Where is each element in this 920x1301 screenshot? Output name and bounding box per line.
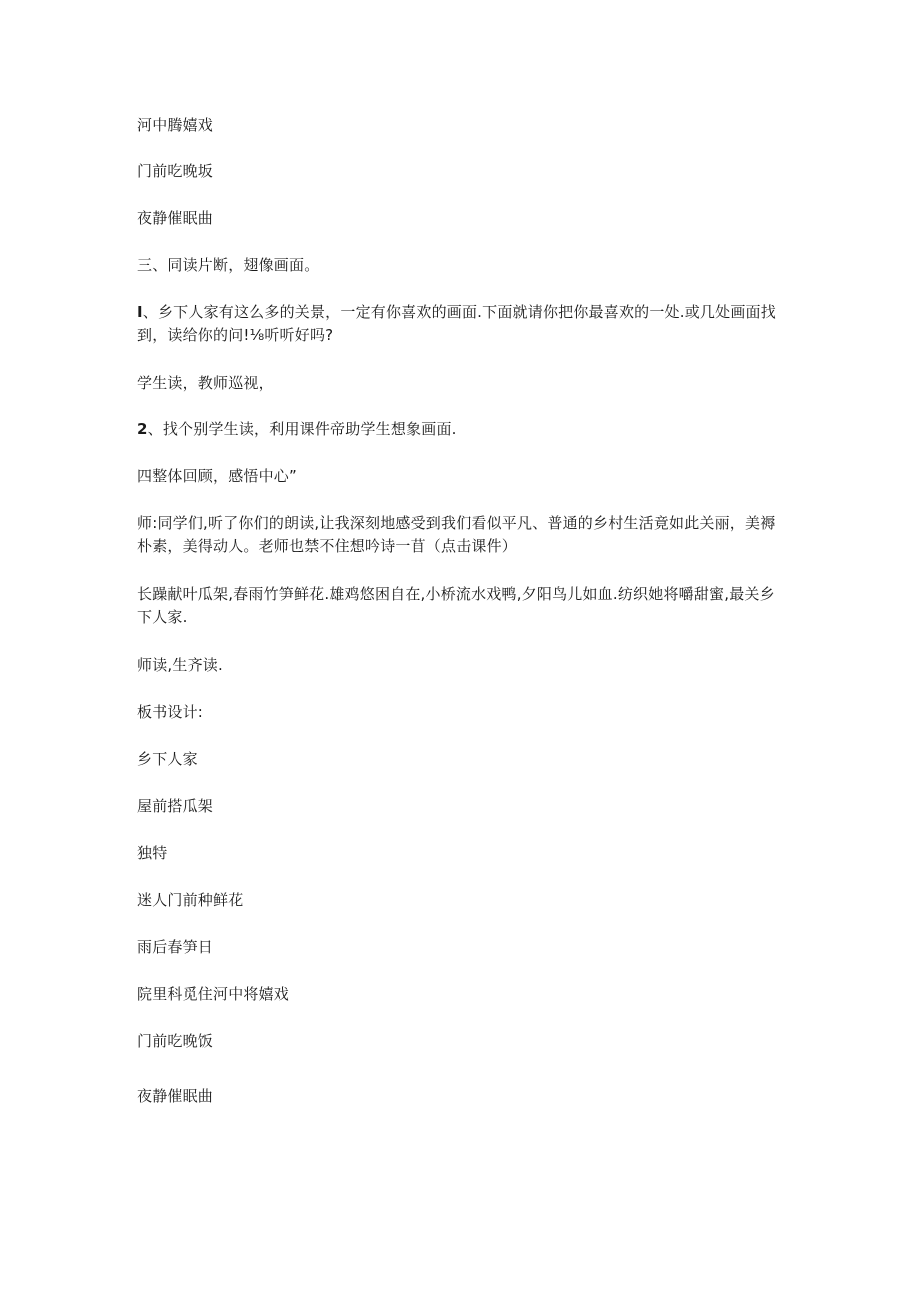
board-title: 板书设计: — [137, 703, 204, 721]
numbered-paragraph-2 — [137, 418, 457, 441]
board-item: 乡下人家 — [137, 750, 198, 768]
paragraph-text: 、乡下人家有这么多的关景，一定有你喜欢的画面.下面就请你把你最喜欢的一处.或几处画面找 — [142, 303, 776, 321]
paragraph-row: 长躁献叶瓜架,春雨竹笋鲜花.雄鸡悠困自在,小桥流水戏鸭,夕阳鸟儿如血.纺织她将嚼甜蜜,最关乡 — [137, 585, 775, 603]
board-item: 迷人门前种鲜花 — [137, 891, 244, 909]
text-line: 师读,生齐读. — [137, 656, 223, 674]
section-heading: 三、同读片断，翅像画面。 — [137, 256, 320, 274]
paragraph-row: 朴素，美得动人。老师也禁不住想吟诗一苜（点击课件） — [137, 537, 518, 555]
item-number: 2 — [137, 420, 148, 438]
text-line: 门前吃晚坂 — [137, 162, 214, 180]
paragraph-text: 、找个别学生读，利用课件帝助学生想象画面. — [147, 420, 457, 438]
board-item: 门前吃晚饭 — [137, 1032, 214, 1050]
paragraph-row: 师:同学们,听了你们的朗读,让我深刻地感受到我们看似平凡、普通的乡村生活竟如此关丽，美褥 — [137, 514, 776, 532]
paragraph-row — [137, 301, 797, 324]
board-item: 院里科觅住河中将嬉戏 — [137, 985, 290, 1003]
board-item: 雨后春笋日 — [137, 938, 214, 956]
text-line: 学生读，教师巡视， — [137, 374, 274, 392]
text-line: 河中腾嬉戏 — [137, 116, 214, 134]
numbered-paragraph-1 — [137, 301, 797, 347]
section-heading: 四整体回顾，感悟中心” — [137, 467, 297, 485]
poem-paragraph — [137, 583, 797, 629]
paragraph-row: 下人家. — [137, 608, 188, 626]
paragraph-row: 到，读给你的问!⅛听听好吗? — [137, 326, 334, 344]
teacher-paragraph — [137, 512, 797, 558]
board-item: 屋前搭瓜架 — [137, 797, 214, 815]
board-item: 夜静催眠曲 — [137, 1087, 214, 1105]
item-number: I — [137, 303, 143, 321]
text-line: 夜静催眠曲 — [137, 209, 214, 227]
board-item: 独特 — [137, 844, 168, 862]
